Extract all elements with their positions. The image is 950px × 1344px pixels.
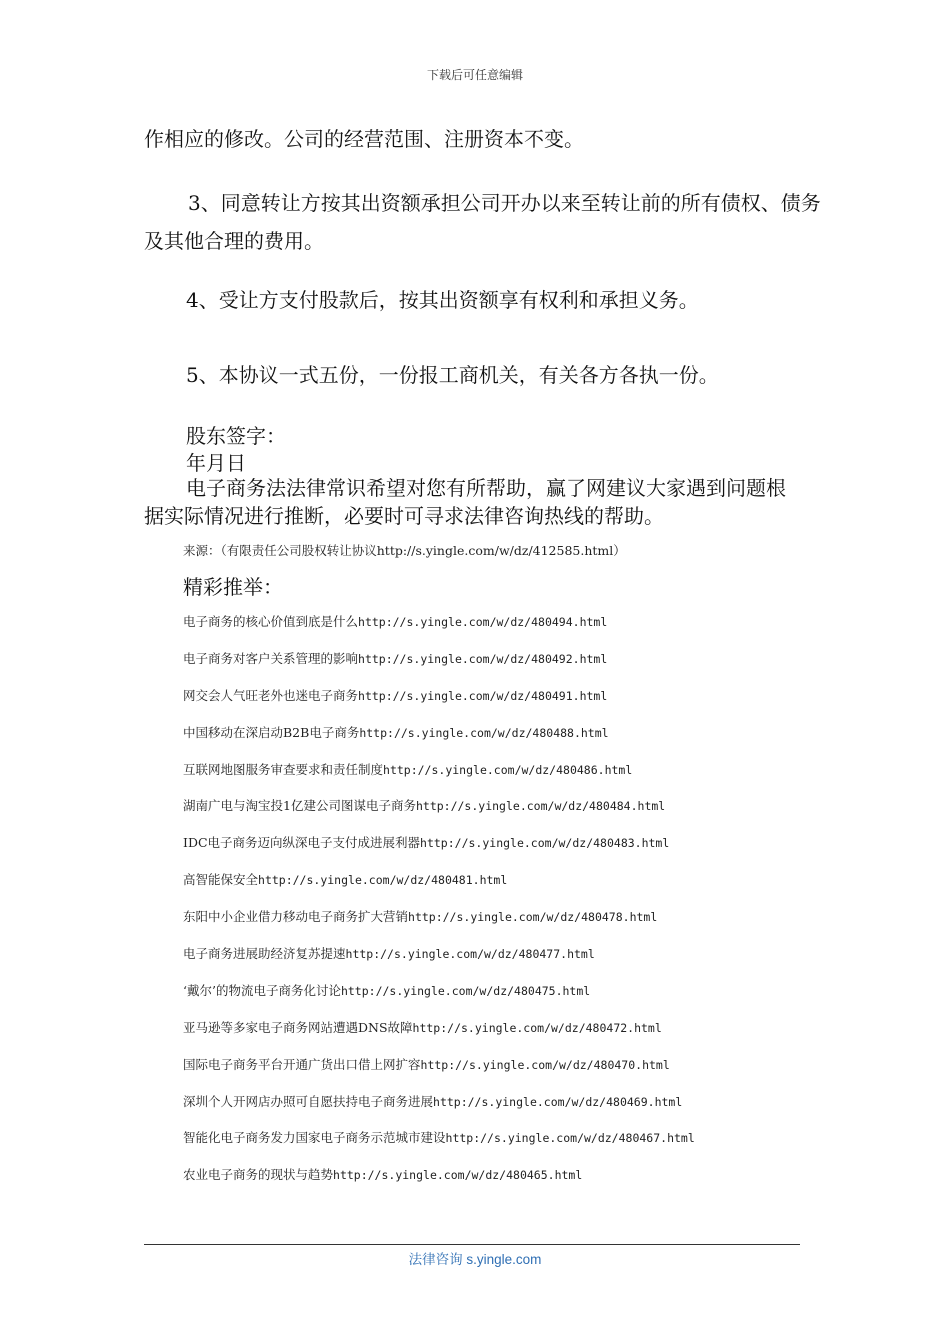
page-header: 下载后可任意编辑 bbox=[426, 68, 523, 82]
link-title: 亚马逊等多家电子商务网站遭遇DNS故障 bbox=[183, 1019, 413, 1035]
list-item[interactable] bbox=[183, 612, 695, 649]
paragraph-3: 3、同意转让方按其出资额承担公司开办以来至转让前的所有债权、债务及其他合理的费用。 bbox=[144, 191, 821, 253]
list-item[interactable] bbox=[183, 1092, 695, 1129]
link-title: 电子商务对客户关系管理的影响 bbox=[183, 650, 359, 666]
link-url[interactable]: http://s.yingle.com/w/dz/480470.html bbox=[420, 1057, 670, 1072]
paragraph-4: 4、受让方支付股款后，按其出资额享有权利和承担义务。 bbox=[186, 288, 699, 312]
link-url[interactable]: http://s.yingle.com/w/dz/480494.html bbox=[358, 615, 608, 629]
link-title: 智能化电子商务发力国家电子商务示范城市建设 bbox=[183, 1130, 446, 1146]
link-title: 高智能保安全 bbox=[183, 872, 259, 888]
list-item[interactable] bbox=[183, 723, 695, 760]
link-title: 网交会人气旺老外也迷电子商务 bbox=[183, 687, 359, 703]
recommend-title: 精彩推举： bbox=[183, 575, 283, 599]
link-url[interactable]: http://s.yingle.com/w/dz/480475.html bbox=[340, 983, 591, 998]
list-item[interactable] bbox=[183, 649, 695, 686]
list-item[interactable] bbox=[183, 760, 695, 797]
list-item[interactable] bbox=[183, 1055, 695, 1092]
link-title: 电子商务的核心价值到底是什么 bbox=[183, 614, 359, 629]
link-url[interactable]: http://s.yingle.com/w/dz/480477.html bbox=[345, 947, 595, 962]
link-url[interactable]: http://s.yingle.com/w/dz/480486.html bbox=[383, 762, 633, 777]
link-url[interactable]: http://s.yingle.com/w/dz/480478.html bbox=[408, 910, 658, 925]
link-url[interactable]: http://s.yingle.com/w/dz/480467.html bbox=[445, 1131, 695, 1146]
link-title: 互联网地图服务审查要求和责任制度 bbox=[183, 761, 384, 777]
list-item[interactable] bbox=[183, 981, 695, 1018]
date-label: 年月日 bbox=[186, 451, 246, 475]
paragraph-1: 作相应的修改。公司的经营范围、注册资本不变。 bbox=[144, 127, 584, 151]
link-url[interactable]: http://s.yingle.com/w/dz/480483.html bbox=[420, 836, 670, 851]
link-url[interactable]: http://s.yingle.com/w/dz/480491.html bbox=[358, 688, 608, 703]
list-item[interactable] bbox=[183, 1165, 695, 1202]
list-item[interactable] bbox=[183, 944, 695, 981]
link-title: ‘戴尔’的物流电子商务化讨论 bbox=[183, 982, 341, 998]
list-item[interactable] bbox=[183, 1018, 695, 1055]
list-item[interactable] bbox=[183, 870, 695, 907]
source-line: 来源：（有限责任公司股权转让协议http://s.yingle.com/w/dz/412585.html） bbox=[183, 543, 626, 558]
list-item[interactable] bbox=[183, 907, 695, 944]
link-title: 东阳中小企业借力移动电子商务扩大营销 bbox=[183, 909, 409, 925]
recommend-list bbox=[183, 612, 695, 1202]
link-url[interactable]: http://s.yingle.com/w/dz/480492.html bbox=[358, 651, 608, 666]
list-item[interactable] bbox=[183, 833, 695, 870]
link-title: IDC电子商务迈向纵深电子支付成进展利器 bbox=[183, 835, 421, 851]
list-item[interactable] bbox=[183, 686, 695, 723]
closing-paragraph: 电子商务法法律常识希望对您有所帮助，赢了网建议大家遇到问题根据实际情况进行推断，必要时可寻求法律咨询热线的帮助。 bbox=[144, 476, 786, 528]
link-url[interactable]: http://s.yingle.com/w/dz/480488.html bbox=[359, 725, 609, 740]
footer-divider bbox=[144, 1244, 800, 1245]
link-title: 农业电子商务的现状与趋势 bbox=[183, 1167, 334, 1183]
paragraph-5: 5、本协议一式五份，一份报工商机关，有关各方各执一份。 bbox=[186, 363, 719, 387]
signature-label: 股东签字： bbox=[186, 424, 286, 448]
page-footer[interactable]: 法律咨询 s.yingle.com bbox=[408, 1252, 542, 1267]
link-title: 电子商务进展助经济复苏提速 bbox=[183, 946, 346, 962]
list-item[interactable] bbox=[183, 1128, 695, 1165]
link-title: 湖南广电与淘宝投1亿建公司图谋电子商务 bbox=[183, 798, 416, 814]
link-url[interactable]: http://s.yingle.com/w/dz/480469.html bbox=[433, 1094, 683, 1109]
link-url[interactable]: http://s.yingle.com/w/dz/480465.html bbox=[333, 1168, 583, 1183]
link-title: 中国移动在深启动B2B电子商务 bbox=[183, 724, 360, 740]
link-url[interactable]: http://s.yingle.com/w/dz/480472.html bbox=[412, 1020, 662, 1035]
link-title: 国际电子商务平台开通广货出口借上网扩容 bbox=[183, 1056, 421, 1072]
link-url[interactable]: http://s.yingle.com/w/dz/480481.html bbox=[258, 873, 508, 888]
list-item[interactable] bbox=[183, 796, 695, 833]
link-title: 深圳个人开网店办照可自愿扶持电子商务进展 bbox=[183, 1093, 434, 1109]
link-url[interactable]: http://s.yingle.com/w/dz/480484.html bbox=[415, 799, 666, 814]
